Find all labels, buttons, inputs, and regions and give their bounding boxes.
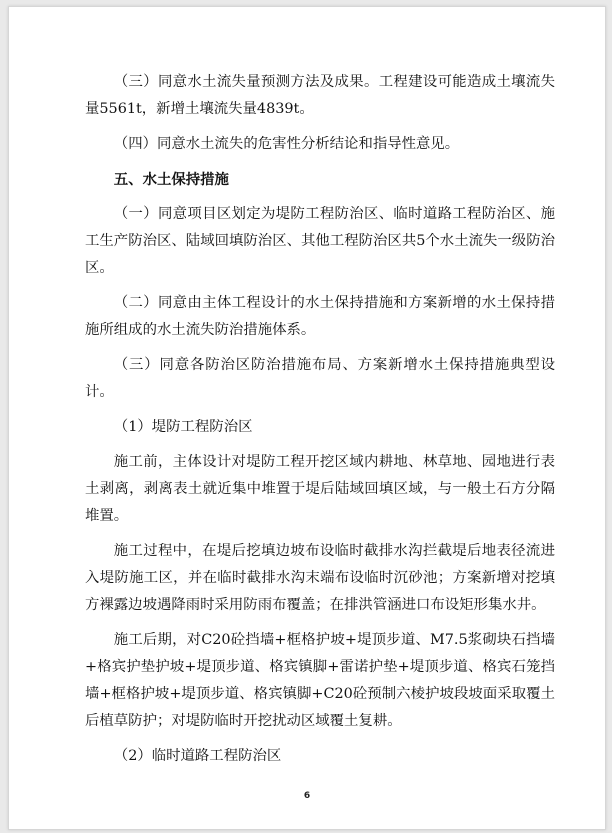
subheading-temporary-road-zone: （2）临时道路工程防治区 xyxy=(113,748,282,764)
page-content xyxy=(85,69,555,770)
paragraph-prevention-zones: （一）同意项目区划定为堤防工程防治区、临时道路工程防治区、施工生产防治区、陆域回填防治区、其他工程防治区共5个水土流失一级防治区。 xyxy=(85,206,555,276)
subheading-dike-zone: （1）堤防工程防治区 xyxy=(113,419,253,435)
page-number: 6 xyxy=(303,791,311,801)
paragraph-measure-system: （二）同意由主体工程设计的水土保持措施和方案新增的水土保持措施所组成的水土流失防治措施体系。 xyxy=(85,295,555,338)
paragraph-soil-loss-prediction: （三）同意水土流失量预测方法及成果。工程建设可能造成土壤流失量5561t，新增土壤流失量4839t。 xyxy=(85,74,555,117)
paragraph-hazard-analysis: （四）同意水土流失的危害性分析结论和指导性意见。 xyxy=(113,136,460,152)
paragraph-during-construction: 施工过程中，在堤后挖填边坡布设临时截排水沟拦截堤后地表径流进入堤防施工区，并在临时截排水沟末端布设临时沉砂池；方案新增对挖填方裸露边坡遇降雨时采用防雨布覆盖；在排洪管涵进口布设矩形集水井。 xyxy=(85,543,555,613)
paragraph-measure-layout: （三）同意各防治区防治措施布局、方案新增水土保持措施典型设计。 xyxy=(85,357,555,400)
document-page xyxy=(8,6,606,830)
paragraph-post-construction: 施工后期，对C20砼挡墙+框格护坡+堤顶步道、M7.5浆砌块石挡墙+格宾护垫护坡+堤顶步道、格宾镇脚+雷诺护垫+堤顶步道、格宾石笼挡墙+框格护坡+堤顶步道、格宾镇脚+C20砼预制六棱护坡段坡面采取覆土后植草防护；对堤防临时开挖扰动区域覆土复耕。 xyxy=(85,632,555,729)
paragraph-pre-construction: 施工前，主体设计对堤防工程开挖区域内耕地、林草地、园地进行表土剥离，剥离表土就近集中堆置于堤后陆域回填区域，与一般土石方分隔堆置。 xyxy=(85,454,555,524)
section-heading-soil-conservation: 五、水土保持措施 xyxy=(113,171,229,188)
